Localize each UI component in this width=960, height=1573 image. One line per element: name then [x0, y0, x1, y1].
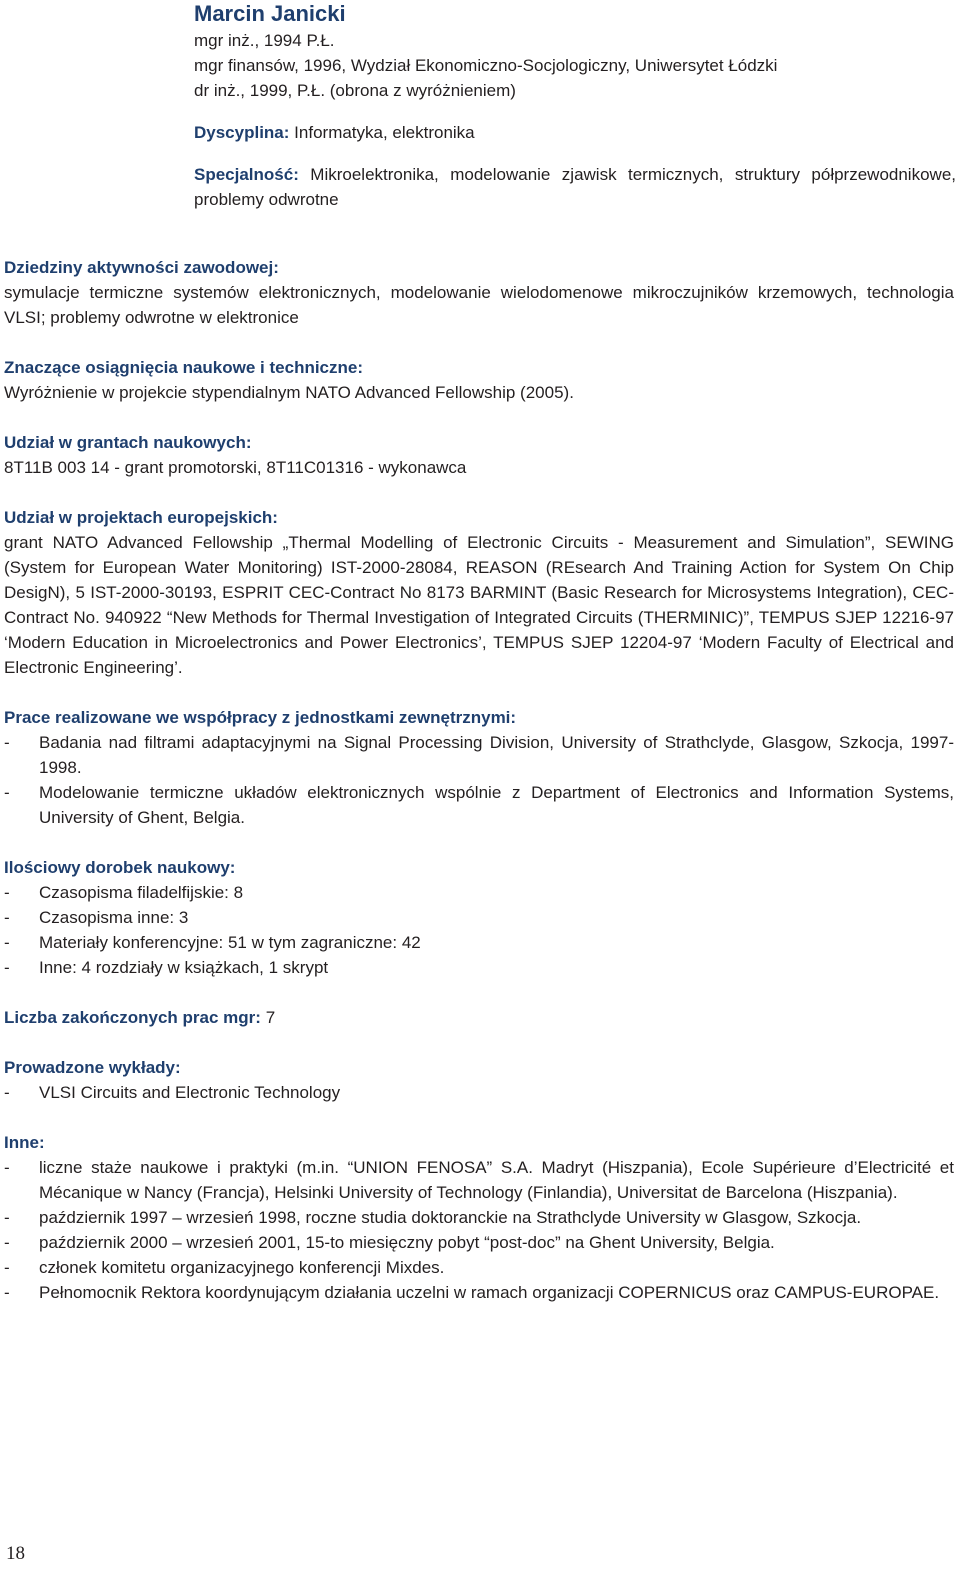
degree-line-1: mgr inż., 1994 P.Ł.: [194, 31, 335, 50]
section-achievements: [4, 355, 954, 405]
list-item: - Czasopisma inne: 3: [4, 905, 954, 930]
discipline: [194, 120, 956, 145]
discipline-label: Dyscyplina:: [194, 123, 290, 142]
list-item: - Inne: 4 rozdziały w książkach, 1 skrypt: [4, 955, 954, 980]
section-title: Ilościowy dorobek naukowy:: [4, 858, 236, 877]
section-title: Znaczące osiągnięcia naukowe i techniczne:: [4, 358, 364, 377]
list-item: - październik 2000 – wrzesień 2001, 15-to miesięczny pobyt “post-doc” na Ghent University, Belgia.: [4, 1230, 954, 1255]
section-title: Prowadzone wykłady:: [4, 1058, 181, 1077]
section-eu-projects: [4, 505, 954, 680]
masters-label: Liczba zakończonych prac mgr:: [4, 1008, 261, 1027]
list-item: - VLSI Circuits and Electronic Technology: [4, 1080, 954, 1105]
masters-value: 7: [265, 1008, 276, 1027]
list-item: - Badania nad filtrami adaptacyjnymi na Signal Processing Division, University of Strathclyde, Glasgow, Szkocja, 1997-1998.: [4, 730, 954, 780]
list-item: - Modelowanie termiczne układów elektronicznych wspólnie z Department of Electronics and Information Systems, University of Ghent, Belgia.: [4, 780, 954, 830]
section-title: Udział w projektach europejskich:: [4, 508, 278, 527]
lectures-list: [4, 1080, 954, 1105]
discipline-value: Informatyka, elektronika: [294, 123, 475, 142]
list-item: - Materiały konferencyjne: 51 w tym zagraniczne: 42: [4, 930, 954, 955]
section-other: [4, 1130, 954, 1305]
section-masters: [4, 1005, 954, 1030]
section-text: grant NATO Advanced Fellowship „Thermal Modelling of Electronic Circuits - Measurement and Simulation”, SEWING (System for European Water Monitoring) IST-2000-28084, REASON (REsearch And Training Action for System On Chip DesigN), 5 IST-2000-30193, ESPRIT CEC-Contract No 8173 BARMINT (Basic Research for Microsystems Integration), CEC-Contract No. 940922 “New Methods for Thermal Investigation of Integrated Circuits (THERMINIC)”, TEMPUS SJEP 12216-97 ‘Modern Education in Microelectronics and Power Electronics’, TEMPUS SJEP 12204-97 ‘Modern Faculty of Electrical and Electronic Engineering’.: [4, 533, 954, 677]
page-number: 18: [6, 1543, 25, 1564]
list-item: - Czasopisma filadelfijskie: 8: [4, 880, 954, 905]
section-grants: [4, 430, 954, 480]
section-output: [4, 855, 954, 980]
list-item: - liczne staże naukowe i praktyki (m.in. “UNION FENOSA” S.A. Madryt (Hiszpania), Ecole Supérieure d’Electricité et Mécanique w Nancy (Francja), Helsinki University of Technology (Finlandia), Universitat de Barcelona (Hiszpania).: [4, 1155, 954, 1205]
section-activity: [4, 255, 954, 330]
specialty-value: Mikroelektronika, modelowanie zjawisk termicznych, struktury półprzewodnikowe, problemy odwrotne: [194, 165, 956, 209]
list-item: - październik 1997 – wrzesień 1998, roczne studia doktoranckie na Strathclyde University w Glasgow, Szkocja.: [4, 1205, 954, 1230]
specialty: [194, 162, 956, 212]
section-title: Udział w grantach naukowych:: [4, 433, 252, 452]
output-list: [4, 880, 954, 980]
specialty-label: Specjalność:: [194, 165, 299, 184]
list-item: - członek komitetu organizacyjnego konferencji Mixdes.: [4, 1255, 954, 1280]
masters-line: [4, 1005, 954, 1030]
section-lectures: [4, 1055, 954, 1105]
section-title: Prace realizowane we współpracy z jednostkami zewnętrznymi:: [4, 708, 517, 727]
section-title: Inne:: [4, 1133, 45, 1152]
section-text: symulacje termiczne systemów elektronicznych, modelowanie wielodomenowe mikroczujników krzemowych, technologia VLSI; problemy odwrotne w elektronice: [4, 283, 954, 327]
profile-header: [194, 0, 956, 212]
section-title: Dziedziny aktywności zawodowej:: [4, 258, 279, 277]
other-list: [4, 1155, 954, 1305]
person-name: Marcin Janicki: [194, 1, 346, 26]
degree-line-3: dr inż., 1999, P.Ł. (obrona z wyróżnieniem): [194, 81, 516, 100]
section-text: 8T11B 003 14 - grant promotorski, 8T11C01316 - wykonawca: [4, 458, 467, 477]
cooperation-list: [4, 730, 954, 830]
profile-body: [4, 255, 954, 1330]
list-item: - Pełnomocnik Rektora koordynującym działania uczelni w ramach organizacji COPERNICUS oraz CAMPUS-EUROPAE.: [4, 1280, 954, 1305]
degree-line-2: mgr finansów, 1996, Wydział Ekonomiczno-Socjologiczny, Uniwersytet Łódzki: [194, 56, 778, 75]
section-cooperation: [4, 705, 954, 830]
section-text: Wyróżnienie w projekcie stypendialnym NATO Advanced Fellowship (2005).: [4, 383, 574, 402]
